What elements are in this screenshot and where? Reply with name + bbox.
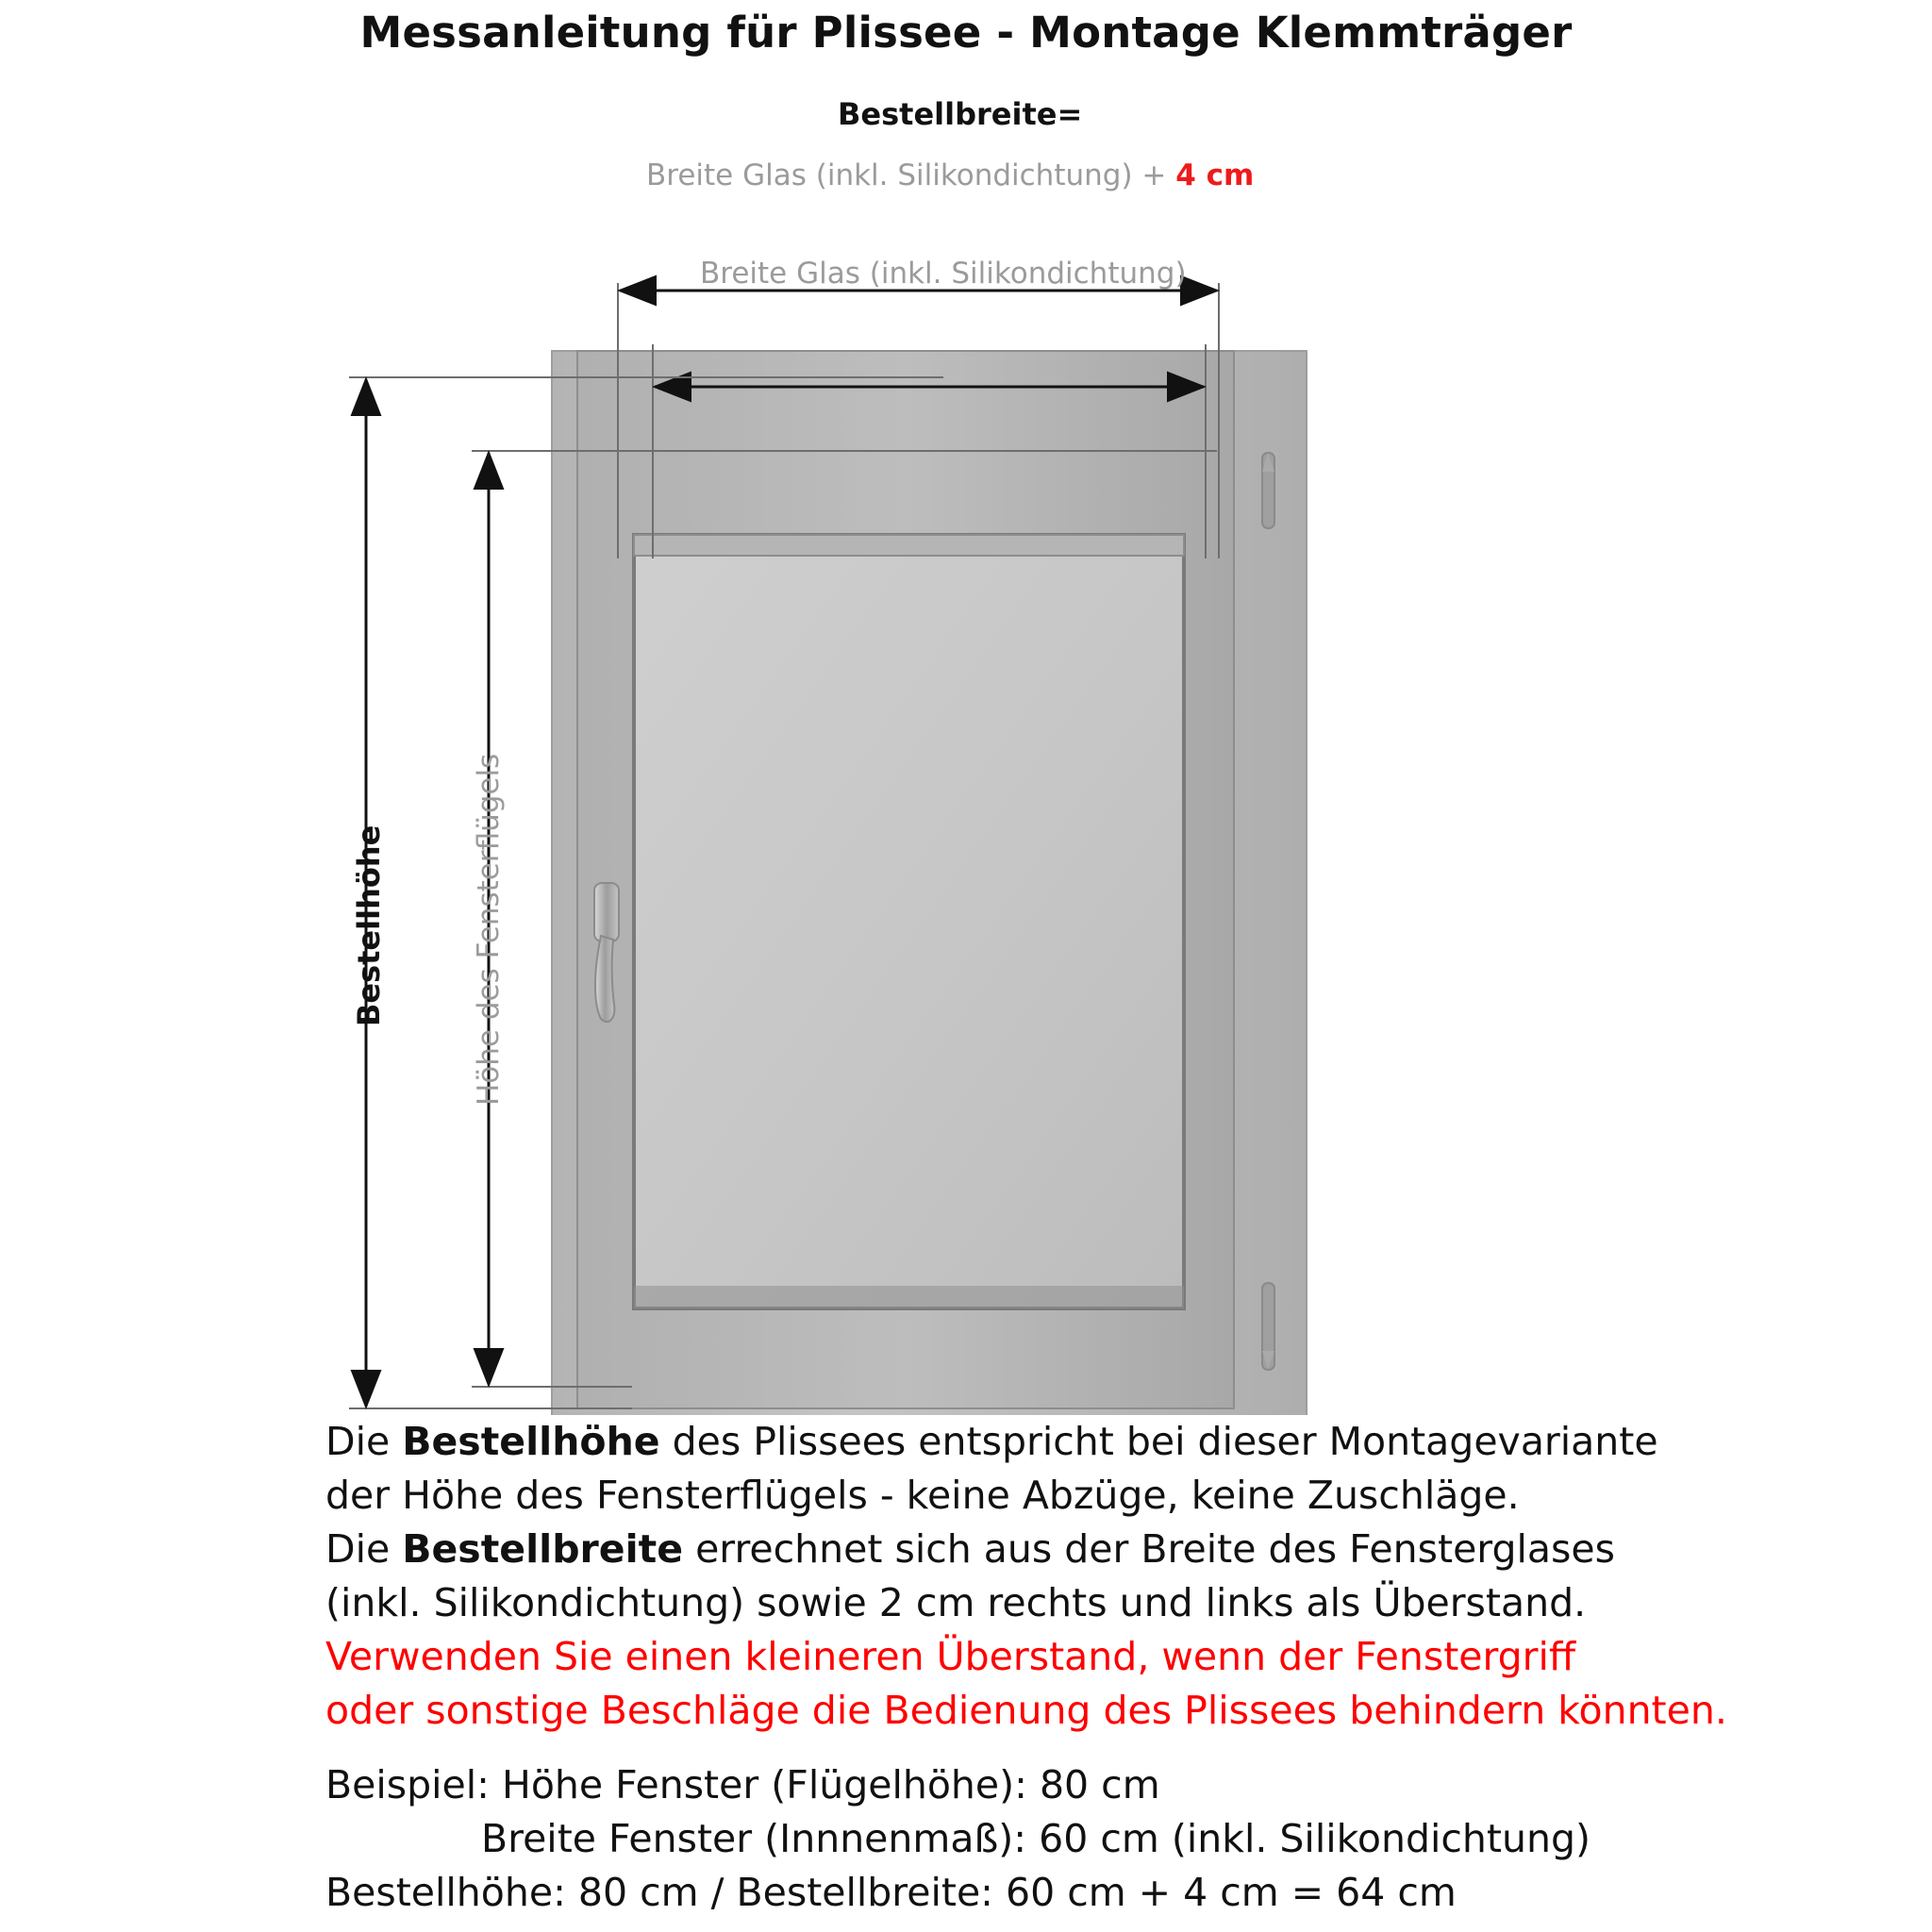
sash-height-label: Höhe des Fensterflügels <box>472 753 506 1106</box>
instruction-line-3: Die Bestellbreite errechnet sich aus der Breite des Fensterglases <box>325 1526 1615 1572</box>
instruction-line-4: (inkl. Silikondichtung) sowie 2 cm rechts und links als Überstand. <box>325 1580 1587 1625</box>
example-line-1: Beispiel: Höhe Fenster (Flügelhöhe): 80 cm <box>325 1762 1160 1807</box>
example-line-2: Breite Fenster (Innnenmaß): 60 cm (inkl. Silikondichtung) <box>481 1816 1591 1861</box>
window-sash <box>577 351 1234 1408</box>
window-hinge-icon-top <box>1262 453 1274 528</box>
order-width-formula-value: 4 cm <box>1175 158 1255 192</box>
order-width-formula <box>646 158 1254 192</box>
example-line-3: Bestellhöhe: 80 cm / Bestellbreite: 60 cm + 4 cm = 64 cm <box>325 1870 1457 1915</box>
instruction-line-2: der Höhe des Fensterflügels - keine Abzüge, keine Zuschläge. <box>325 1473 1520 1518</box>
text-spacer <box>0 1738 1932 1758</box>
window-hinge-icon-bottom <box>1262 1283 1274 1370</box>
window-measurement-diagram <box>0 75 1932 1415</box>
instruction-line-6: oder sonstige Beschläge die Bedienung des Plissees behindern könnten. <box>325 1688 1727 1733</box>
page-title: Messanleitung für Plissee - Montage Klemmträger <box>359 8 1573 58</box>
order-width-formula-prefix: Breite Glas (inkl. Silikondichtung) + <box>646 158 1176 192</box>
instruction-line-5: Verwenden Sie einen kleineren Überstand, wenn der Fenstergriff <box>325 1634 1576 1679</box>
instruction-text <box>0 1415 1932 1920</box>
instruction-line-1: Die Bestellhöhe des Plissees entspricht bei dieser Montagevariante <box>325 1419 1658 1464</box>
glass-width-label: Breite Glas (inkl. Silikondichtung) <box>700 257 1187 291</box>
order-width-label: Bestellbreite= <box>838 96 1083 132</box>
order-height-label: Bestellhöhe <box>351 824 387 1026</box>
